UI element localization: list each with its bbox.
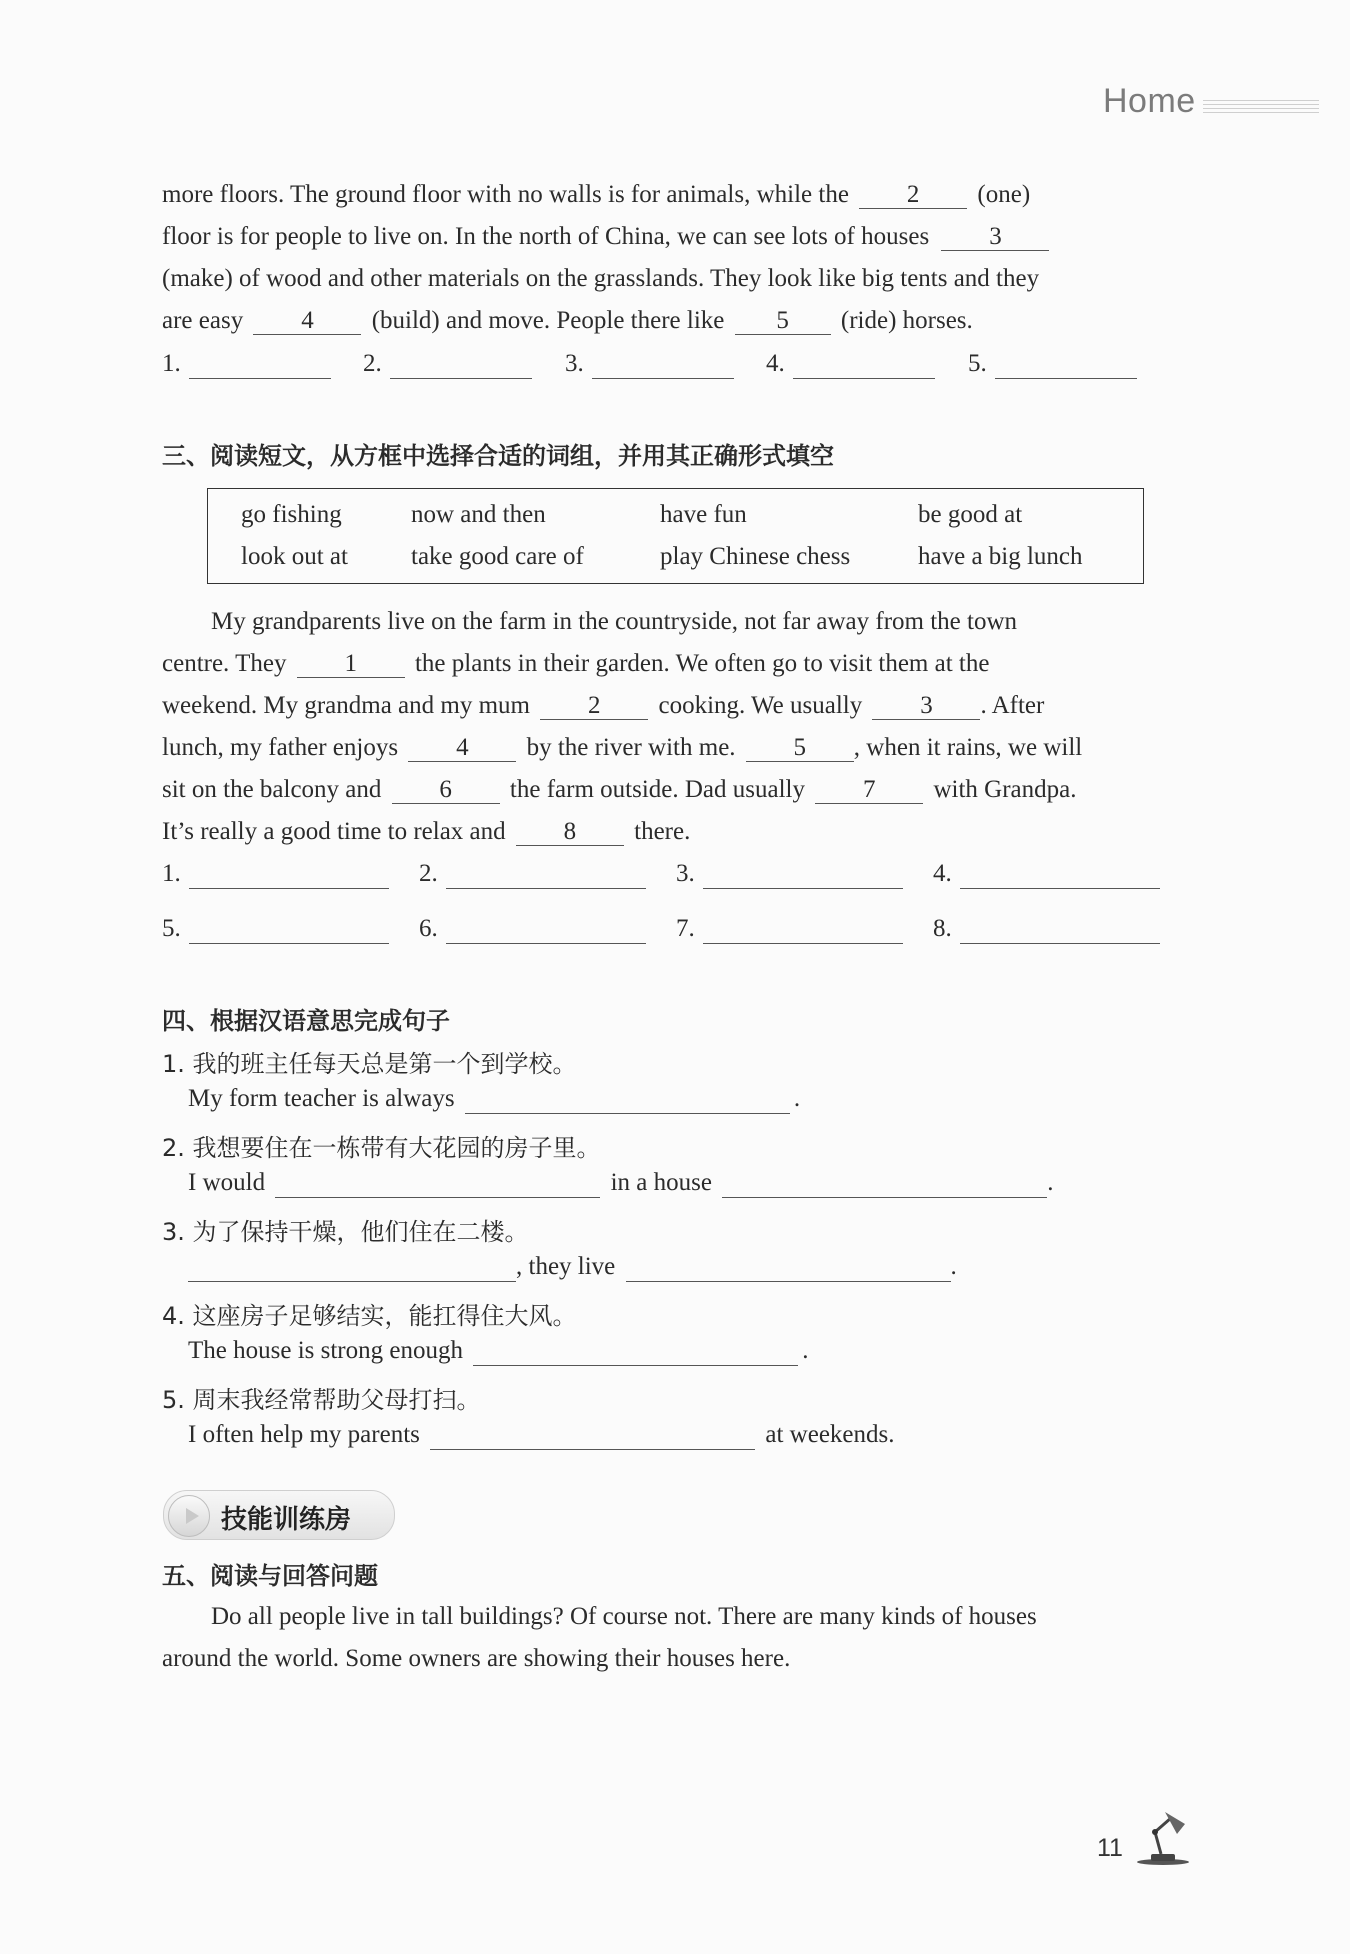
p3-answer-7: 7. (676, 915, 903, 944)
p4-item-1-en: My form teacher is always . (188, 1085, 801, 1112)
p3-blank-5[interactable]: 5 (746, 735, 854, 762)
p3-blank-2[interactable]: 2 (540, 693, 648, 720)
p3-blank-4[interactable]: 4 (408, 735, 516, 762)
p4-item-3-zh: 3. 为了保持干燥，他们住在二楼。 (162, 1218, 529, 1246)
p4-item-2-zh: 2. 我想要住在一栋带有大花园的房子里。 (162, 1134, 601, 1162)
p3-line-3: weekend. My grandma and my mum 2 cooking. We usually 3 . After (162, 692, 1045, 719)
p2-answer-1: 1. (162, 350, 331, 379)
p2-answer-2: 2. (363, 350, 532, 379)
p2-answer-3: 3. (565, 350, 734, 379)
header-decoration (1203, 100, 1319, 116)
skill-badge-label: 技能训练房 (221, 1505, 352, 1535)
p3-answer-5: 5. (162, 915, 389, 944)
p2-line-4: are easy 4 (build) and move. People there like 5 (ride) horses. (162, 307, 973, 334)
header-title: Home (1103, 82, 1196, 120)
p3-answer-field-1[interactable] (189, 860, 389, 889)
box-word: go fishing (241, 501, 342, 528)
p4-item-5-zh: 5. 周末我经常帮助父母打扫。 (162, 1386, 481, 1414)
p2-blank-2[interactable]: 2 (859, 182, 967, 209)
p3-answer-field-3[interactable] (703, 860, 903, 889)
p3-line-5: sit on the balcony and 6 the farm outside. Dad usually 7 with Grandpa. (162, 776, 1077, 803)
p3-blank-8[interactable]: 8 (516, 819, 624, 846)
box-word: be good at (918, 501, 1023, 528)
page-number: 11 (1097, 1834, 1123, 1862)
p2-line-1: more floors. The ground floor with no walls is for animals, while the 2 (one) (162, 181, 1031, 208)
p3-answer-field-8[interactable] (960, 915, 1160, 944)
box-word: take good care of (411, 543, 584, 570)
p3-blank-3[interactable]: 3 (872, 693, 980, 720)
play-icon (168, 1495, 210, 1537)
p4-answer-field-3a[interactable] (188, 1253, 516, 1282)
box-word: have fun (660, 501, 747, 528)
p3-answer-field-7[interactable] (703, 915, 903, 944)
p3-line-2: centre. They 1 the plants in their garden. We often go to visit them at the (162, 650, 990, 677)
p2-answer-4: 4. (766, 350, 935, 379)
p3-line-6: It’s really a good time to relax and 8 there. (162, 818, 691, 845)
p2-answer-field-3[interactable] (592, 350, 734, 379)
p5-line-2: around the world. Some owners are showing their houses here. (162, 1645, 791, 1672)
p2-answer-field-2[interactable] (390, 350, 532, 379)
p4-item-2-en: I would in a house . (188, 1169, 1054, 1196)
p4-answer-field-2a[interactable] (275, 1169, 600, 1198)
p3-blank-7[interactable]: 7 (815, 777, 923, 804)
p3-answer-2: 2. (419, 860, 646, 889)
p3-answer-4: 4. (933, 860, 1160, 889)
p2-answer-5: 5. (968, 350, 1137, 379)
p3-answer-field-4[interactable] (960, 860, 1160, 889)
part5-title: 五、阅读与回答问题 (162, 1562, 378, 1590)
p2-blank-3[interactable]: 3 (941, 224, 1049, 251)
p3-answer-field-5[interactable] (189, 915, 389, 944)
p2-line-3: (make) of wood and other materials on the grasslands. They look like big tents and they (162, 265, 1040, 292)
p4-item-3-en: , they live . (188, 1253, 957, 1282)
p3-answer-1: 1. (162, 860, 389, 889)
desk-lamp-icon (1133, 1808, 1193, 1866)
p5-line-1: Do all people live in tall buildings? Of course not. There are many kinds of houses (211, 1603, 1037, 1630)
p3-blank-6[interactable]: 6 (392, 777, 500, 804)
p2-answer-field-4[interactable] (793, 350, 935, 379)
p3-answer-field-2[interactable] (446, 860, 646, 889)
p4-item-1-zh: 1. 我的班主任每天总是第一个到学校。 (162, 1050, 577, 1078)
p4-answer-field-5[interactable] (430, 1421, 755, 1450)
p4-answer-field-3b[interactable] (626, 1253, 951, 1282)
p3-answer-field-6[interactable] (446, 915, 646, 944)
part4-title: 四、根据汉语意思完成句子 (162, 1007, 450, 1035)
skill-section-badge (163, 1490, 395, 1540)
p3-answer-3: 3. (676, 860, 903, 889)
p2-blank-4[interactable]: 4 (253, 308, 361, 335)
p3-answer-6: 6. (419, 915, 646, 944)
word-box (207, 488, 1144, 584)
p4-item-4-zh: 4. 这座房子足够结实，能扛得住大风。 (162, 1302, 577, 1330)
box-word: look out at (241, 543, 348, 570)
p4-item-5-en: I often help my parents at weekends. (188, 1421, 895, 1448)
p4-answer-field-2b[interactable] (722, 1169, 1047, 1198)
box-word: play Chinese chess (660, 543, 851, 570)
part3-title: 三、阅读短文，从方框中选择合适的词组，并用其正确形式填空 (162, 442, 834, 470)
p4-answer-field-4[interactable] (473, 1337, 798, 1366)
p2-line-2: floor is for people to live on. In the north of China, we can see lots of houses 3 (162, 222, 1049, 252)
box-word: have a big lunch (918, 543, 1083, 570)
p3-answer-8: 8. (933, 915, 1160, 944)
p3-line-4: lunch, my father enjoys 4 by the river with me. 5 , when it rains, we will (162, 734, 1083, 761)
p4-answer-field-1[interactable] (465, 1085, 790, 1114)
p2-answer-field-1[interactable] (189, 350, 331, 379)
p2-answer-field-5[interactable] (995, 350, 1137, 379)
p2-blank-5[interactable]: 5 (735, 308, 831, 335)
p4-item-4-en: The house is strong enough . (188, 1337, 809, 1364)
p3-line-1: My grandparents live on the farm in the countryside, not far away from the town (211, 608, 1018, 635)
box-word: now and then (411, 501, 546, 528)
p3-blank-1[interactable]: 1 (297, 651, 405, 678)
